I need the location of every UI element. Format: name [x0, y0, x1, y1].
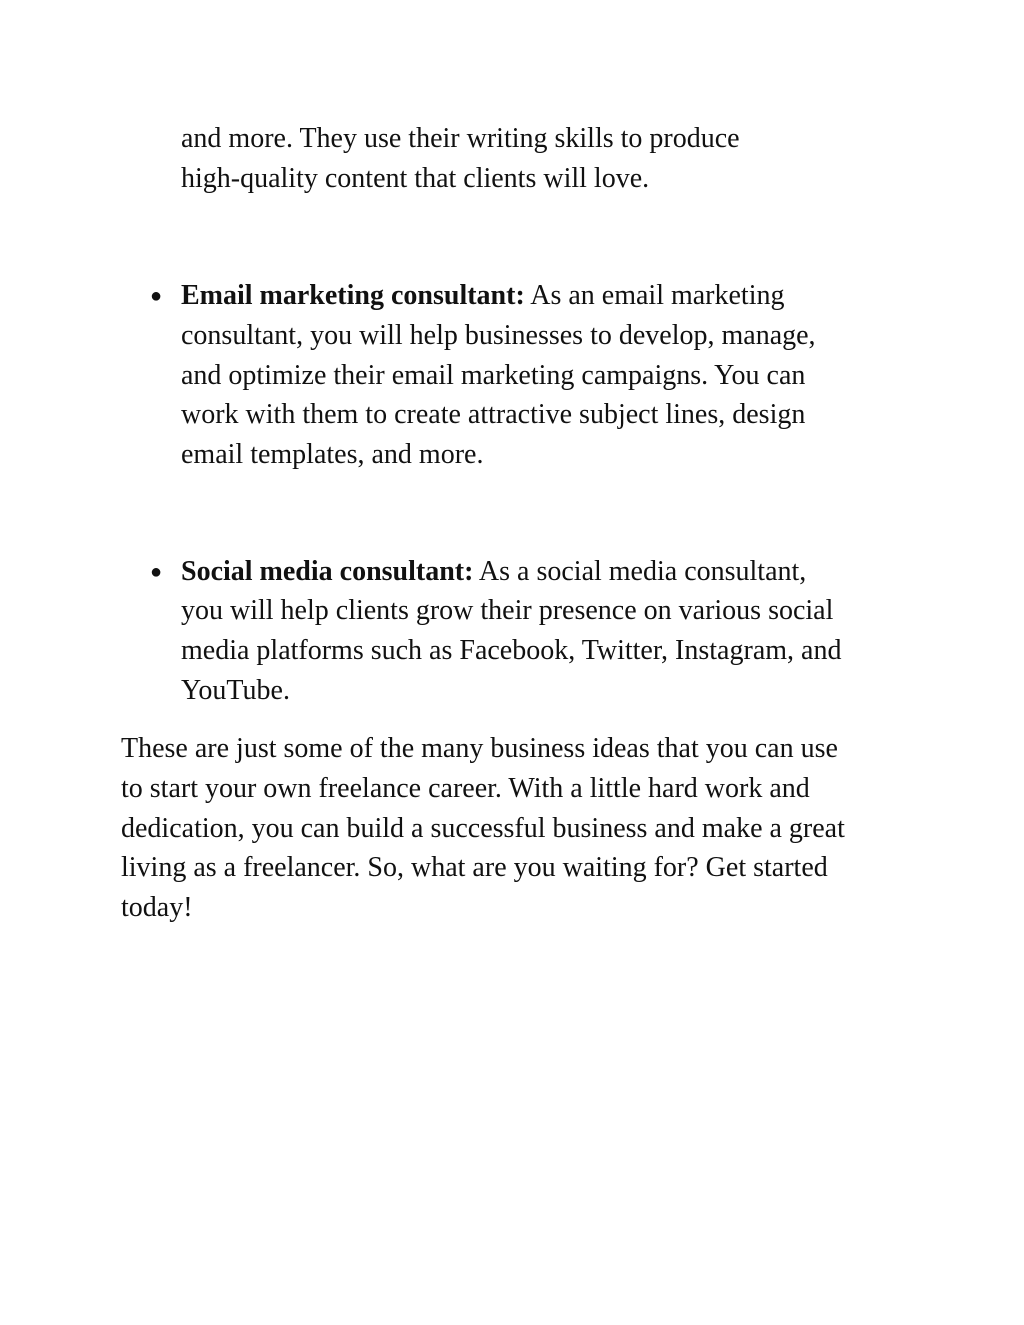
closing-paragraph-line: living as a freelancer. So, what are you waiting for? Get started [121, 852, 828, 883]
bullet-email-first-text: As an email marketing [524, 280, 785, 311]
bullet-email-line: and optimize their email marketing campaigns. You can [181, 360, 806, 391]
continuation-line-1: and more. They use their writing skills to produce [181, 123, 740, 154]
closing-paragraph-line: dedication, you can build a successful business and make a great [121, 813, 845, 844]
bullet-social-first-line [181, 552, 806, 592]
bullet-email-line: work with them to create attractive subject lines, design [181, 399, 806, 430]
bullet-icon: ● [150, 285, 163, 307]
bullet-email-first-line [181, 276, 785, 316]
bullet-email-line: consultant, you will help businesses to develop, manage, [181, 320, 816, 351]
closing-paragraph-line: to start your own freelance career. With a little hard work and [121, 773, 810, 804]
bullet-social-line: you will help clients grow their presence on various social [181, 595, 834, 626]
bullet-social-line: media platforms such as Facebook, Twitter, Instagram, and [181, 635, 842, 666]
continuation-line-2: high-quality content that clients will love. [181, 163, 650, 194]
bullet-email-term: Email marketing consultant: [181, 280, 525, 311]
closing-paragraph-line: These are just some of the many business ideas that you can use [121, 733, 838, 764]
bullet-email-line: email templates, and more. [181, 439, 484, 470]
bullet-social-line: YouTube. [181, 675, 290, 706]
closing-paragraph-line: today! [121, 892, 193, 923]
bullet-social-term: Social media consultant: [181, 556, 474, 587]
bullet-social-first-text: As a social media consultant, [473, 556, 807, 587]
bullet-icon: ● [150, 561, 163, 583]
